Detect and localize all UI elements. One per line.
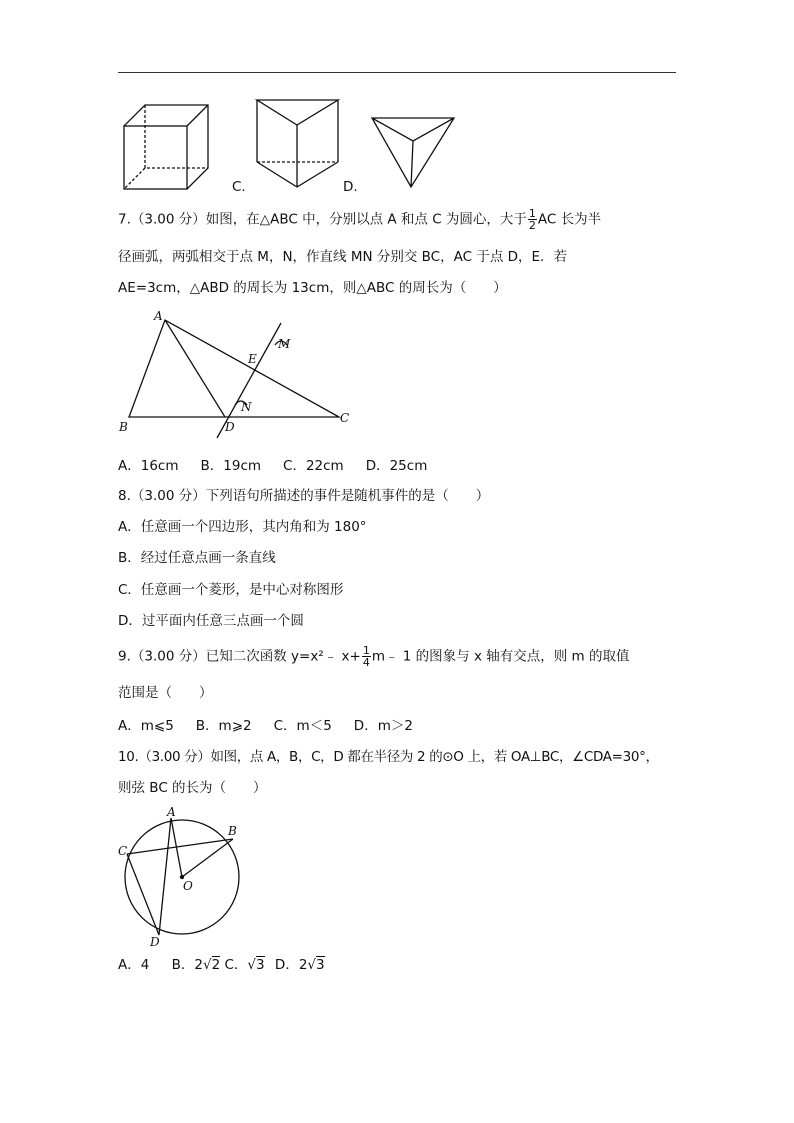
- triangle-abc: [129, 320, 339, 417]
- q10-label-a: A: [167, 805, 176, 819]
- q8-option-d[interactable]: D．过平面内任意三点画一个圆: [118, 613, 304, 629]
- q10-option-c-prefix: C．: [224, 957, 248, 973]
- solids-figure: [118, 95, 463, 195]
- q9-line-1: [118, 645, 629, 668]
- q7-triangle-figure: [115, 305, 355, 440]
- q10-option-b[interactable]: [172, 956, 221, 973]
- header-rule: [118, 72, 676, 73]
- q9-options: [118, 716, 435, 736]
- q10-option-b-prefix: B．2: [171, 957, 203, 973]
- q10-option-b-radicand: 2: [211, 957, 221, 973]
- q9-fraction: $\frac{1}{4}$: [362, 644, 370, 669]
- option-d-label: D.: [343, 179, 358, 195]
- q10-option-c-radicand: 3: [256, 957, 265, 973]
- q7-option-b[interactable]: B．19cm: [200, 458, 262, 474]
- q10-label-d: D: [150, 935, 160, 947]
- q9-option-d[interactable]: D．m＞2: [353, 718, 413, 734]
- segment-ad: [165, 320, 225, 417]
- q7-label-a: A: [154, 309, 163, 323]
- q9-text-a: 9.（3.00 分）已知二次函数 y=x²﹣ x+: [118, 648, 361, 665]
- q7-option-d[interactable]: D．25cm: [365, 458, 428, 474]
- option-c-label: C.: [232, 179, 246, 195]
- q10-line-1: 10.（3.00 分）如图，点 A，B，C，D 都在半径为 2 的⊙O 上，若 OA⊥BC，∠CDA=30°，: [118, 749, 659, 765]
- q10-option-d-prefix: D．2: [274, 957, 308, 973]
- q9-line-2: 范围是（ ）: [118, 685, 213, 701]
- q10-option-a[interactable]: A．4: [118, 957, 150, 973]
- q8-option-a[interactable]: A．任意画一个四边形，其内角和为 180°: [118, 519, 367, 535]
- sqrt-sign: √: [247, 957, 257, 973]
- q7-text-b: AC 长为半: [537, 211, 602, 228]
- q8-stem: 8.（3.00 分）下列语句所描述的事件是随机事件的是（ ）: [118, 488, 490, 504]
- q8-option-c[interactable]: C．任意画一个菱形，是中心对称图形: [118, 582, 344, 598]
- q9-text-b: m﹣ 1 的图象与 x 轴有交点，则 m 的取值: [371, 648, 630, 665]
- q9-option-b[interactable]: B．m⩾2: [195, 718, 252, 734]
- tetrahedron-edges: [372, 118, 454, 187]
- prism-edges: [257, 100, 338, 187]
- q10-option-c[interactable]: [224, 956, 264, 973]
- q7-option-c[interactable]: C．22cm: [283, 458, 344, 474]
- q7-fraction: $\frac{1}{2}$: [528, 207, 536, 232]
- q9-option-c[interactable]: C．m＜5: [273, 718, 332, 734]
- chord-bc: [127, 839, 233, 854]
- radii-oa-ob: [171, 818, 233, 877]
- q10-line-2: 则弦 BC 的长为（ ）: [118, 780, 267, 796]
- q7-label-b: B: [119, 420, 128, 434]
- q7-option-a[interactable]: A．16cm: [118, 458, 179, 474]
- q7-label-n: N: [241, 400, 252, 414]
- q7-label-e: E: [248, 352, 257, 366]
- q7-options: [118, 456, 449, 476]
- sqrt-sign: √: [202, 957, 212, 973]
- q9-option-a[interactable]: A．m⩽5: [118, 718, 174, 734]
- q10-option-d-radicand: 3: [316, 957, 325, 973]
- q7-label-c: C: [340, 411, 350, 425]
- q7-label-d: D: [225, 420, 235, 434]
- q8-option-b[interactable]: B．经过任意点画一条直线: [118, 550, 276, 566]
- q7-line-1: [118, 208, 601, 231]
- segments-cd-da: [127, 818, 171, 935]
- sqrt-sign: √: [307, 957, 317, 973]
- q10-options: [118, 955, 325, 975]
- q7-line-3: AE=3cm，△ABD 的周长为 13cm，则△ABC 的周长为（ ）: [118, 280, 507, 296]
- q7-text-a: 7.（3.00 分）如图，在△ABC 中，分别以点 A 和点 C 为圆心，大于: [118, 211, 527, 228]
- q10-circle-figure: [112, 802, 252, 947]
- q10-label-o: O: [183, 879, 193, 893]
- prism-top-face: [257, 100, 338, 125]
- q7-label-m: M: [278, 337, 291, 351]
- q7-line-2: 径画弧，两弧相交于点 M，N，作直线 MN 分别交 BC，AC 于点 D，E．若: [118, 249, 568, 265]
- q10-label-b: B: [228, 824, 237, 838]
- q10-option-d[interactable]: [275, 957, 325, 973]
- q10-label-c: C: [118, 844, 128, 858]
